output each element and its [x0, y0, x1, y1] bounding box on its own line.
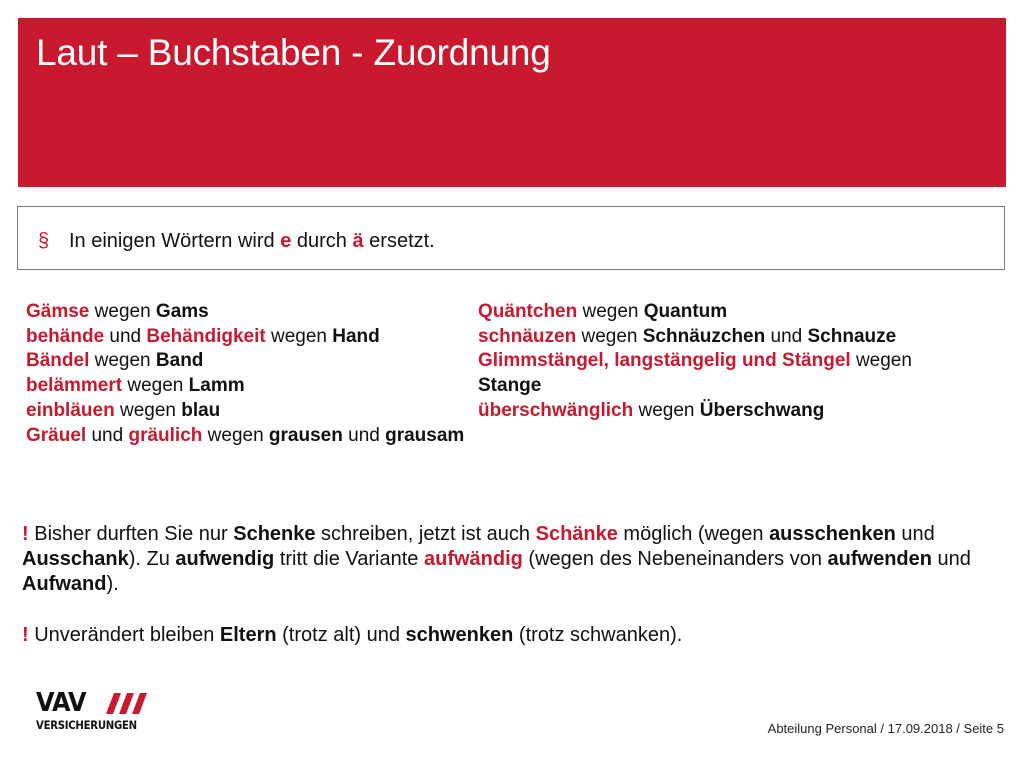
example-line	[26, 325, 466, 350]
root-word: Ausschank	[22, 548, 129, 570]
connector-text: und	[931, 548, 971, 570]
connector-text: Unverändert bleiben	[28, 624, 220, 646]
logo-slashes-icon	[106, 693, 152, 714]
highlighted-word: belämmert	[26, 375, 123, 397]
example-line	[478, 325, 1008, 350]
highlighted-word: Bändel	[26, 350, 90, 372]
rule-text-after: ersetzt.	[363, 230, 435, 252]
connector-text: Bisher durften Sie nur	[28, 523, 234, 545]
connector-text: wegen	[265, 325, 333, 347]
connector-text: wegen	[89, 301, 156, 322]
example-line	[478, 349, 948, 398]
connector-text: wegen	[114, 399, 182, 421]
highlighted-word: einbläuen	[26, 399, 115, 421]
root-word: Überschwang	[699, 399, 825, 421]
root-word: Schnauze	[807, 325, 897, 347]
root-word: Aufwand	[22, 573, 107, 595]
connector-text: wegen	[89, 350, 156, 372]
root-word: Eltern	[219, 624, 277, 646]
root-word: schwenken	[405, 624, 514, 646]
connector-text: und	[342, 424, 386, 446]
highlighted-word: schnäuzen	[478, 325, 577, 347]
rule-letter-e: e	[280, 230, 292, 252]
paragraph-sign-icon: §	[38, 230, 50, 252]
highlighted-word: Glimmstängel, langstängelig und Stängel	[478, 350, 851, 372]
root-word: Schnäuzchen	[642, 325, 766, 347]
connector-text: und	[86, 424, 129, 446]
root-word: Hand	[332, 325, 380, 347]
footer-info: Abteilung Personal / 17.09.2018 / Seite 5	[767, 721, 1004, 736]
rule-text-middle: durch	[291, 230, 353, 252]
root-word: Band	[155, 350, 204, 372]
connector-text: schreiben, jetzt ist auch	[315, 523, 536, 545]
connector-text: (trotz schwanken).	[513, 624, 683, 646]
notes-section	[22, 522, 982, 648]
root-word: Stange	[478, 375, 542, 397]
example-line	[478, 399, 1008, 424]
rule-letter-ae: ä	[352, 230, 364, 252]
root-word: Lamm	[188, 375, 245, 397]
connector-text: wegen	[850, 350, 912, 372]
highlighted-word: Behändigkeit	[146, 325, 266, 347]
example-line	[26, 349, 466, 374]
connector-text: (wegen des Nebeneinanders von	[522, 548, 828, 570]
root-word: ausschenken	[769, 523, 896, 545]
rule-text-before: In einigen Wörtern wird	[69, 230, 281, 252]
connector-text: ). Zu	[128, 548, 176, 570]
note-paragraph	[22, 623, 982, 648]
connector-text: wegen	[576, 325, 643, 347]
connector-text: und	[895, 523, 935, 545]
highlighted-word: Gämse	[26, 301, 90, 322]
connector-text: wegen	[577, 301, 644, 322]
connector-text: wegen	[633, 399, 700, 421]
examples-left-column	[26, 300, 466, 448]
example-line	[478, 300, 1008, 325]
root-word: aufwenden	[827, 548, 932, 570]
root-word: grausam	[385, 424, 465, 446]
root-word: Gams	[155, 301, 209, 322]
example-line	[26, 424, 466, 449]
highlighted-word: Schänke	[535, 523, 618, 545]
highlighted-word: Quäntchen	[478, 301, 578, 322]
root-word: grausen	[268, 424, 343, 446]
logo-brand: VAV	[36, 688, 86, 718]
highlighted-word: gräulich	[128, 424, 203, 446]
root-word: aufwendig	[175, 548, 275, 570]
root-word: Schenke	[233, 523, 316, 545]
example-line	[26, 399, 466, 424]
root-word: blau	[181, 399, 221, 421]
note-paragraph	[22, 522, 982, 597]
connector-text: und	[104, 325, 147, 347]
example-line	[26, 300, 466, 325]
root-word: Quantum	[643, 301, 728, 322]
connector-text: wegen	[122, 375, 189, 397]
logo-subtitle: VERSICHERUNGEN	[36, 718, 137, 732]
highlighted-word: !	[22, 624, 29, 646]
rule-box	[17, 206, 1005, 270]
connector-text: tritt die Variante	[274, 548, 424, 570]
highlighted-word: !	[22, 523, 29, 545]
highlighted-word: überschwänglich	[478, 399, 634, 421]
vav-logo	[36, 690, 156, 736]
connector-text: und	[765, 325, 808, 347]
highlighted-word: behände	[26, 325, 105, 347]
rule-statement	[38, 230, 435, 253]
example-line	[26, 374, 466, 399]
highlighted-word: Gräuel	[26, 424, 87, 446]
examples-right-column	[478, 300, 1008, 424]
highlighted-word: aufwändig	[423, 548, 523, 570]
title-banner	[18, 18, 1006, 187]
connector-text: (trotz alt) und	[276, 624, 406, 646]
connector-text: wegen	[202, 424, 269, 446]
slide-title: Laut – Buchstaben - Zuordnung	[36, 32, 551, 73]
connector-text: ).	[106, 573, 119, 595]
connector-text: möglich (wegen	[617, 523, 770, 545]
